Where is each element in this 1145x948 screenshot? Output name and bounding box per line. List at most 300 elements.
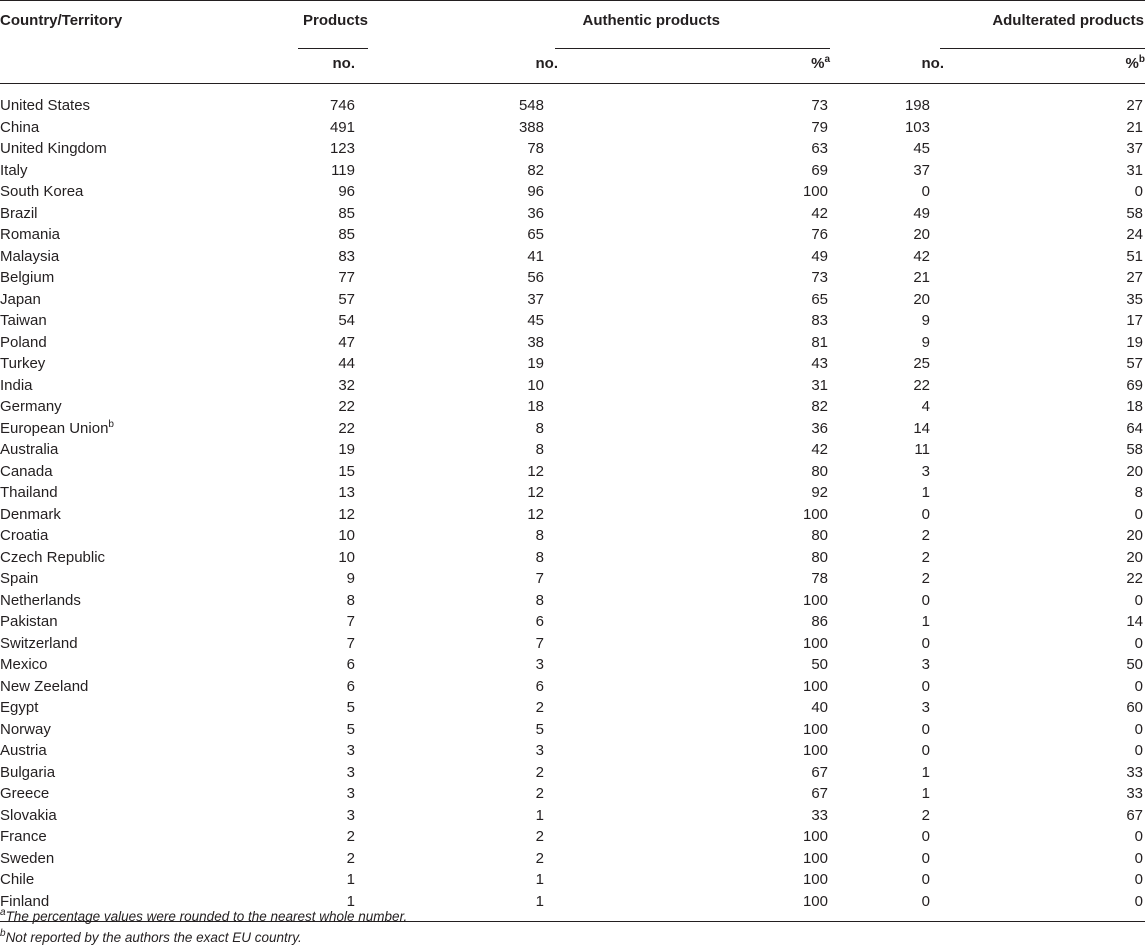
cell-authentic-no-text: 1	[535, 806, 544, 824]
cell-authentic-no	[380, 783, 600, 805]
cell-authentic-no-text: 388	[518, 118, 544, 136]
header-authentic: Authentic products	[582, 12, 720, 29]
cell-authentic-pct	[600, 84, 830, 117]
cell-adulterated-no	[830, 439, 1015, 461]
cell-authentic-pct	[600, 396, 830, 418]
cell-adulterated-pct-text: 19	[1126, 333, 1143, 351]
cell-authentic-pct	[600, 676, 830, 698]
cell-adulterated-no-text: 0	[921, 828, 930, 845]
cell-authentic-no	[380, 590, 600, 612]
footnote-b	[0, 927, 407, 948]
table-row	[0, 740, 1145, 762]
cell-adulterated-pct	[1015, 160, 1145, 182]
header-adult-pct-cell	[1015, 52, 1145, 84]
cell-adulterated-pct-text: 69	[1126, 376, 1143, 394]
cell-country	[0, 848, 240, 870]
table-row	[0, 461, 1145, 483]
cell-products	[240, 375, 380, 397]
cell-authentic-pct	[600, 568, 830, 590]
cell-adulterated-pct	[1015, 891, 1145, 922]
cell-products	[240, 547, 380, 569]
cell-products-text: 77	[338, 269, 355, 286]
cell-adulterated-no	[830, 676, 1015, 698]
cell-authentic-pct-text: 81	[811, 333, 828, 351]
header-row-groups	[0, 1, 1145, 53]
table-row	[0, 117, 1145, 139]
cell-adulterated-no	[830, 181, 1015, 203]
authentic-underline	[555, 48, 830, 49]
cell-authentic-pct	[600, 719, 830, 741]
cell-adulterated-pct-text: 0	[1134, 849, 1143, 867]
cell-adulterated-pct	[1015, 848, 1145, 870]
cell-adulterated-no-text: 37	[913, 161, 930, 179]
cell-country	[0, 740, 240, 762]
cell-adulterated-pct	[1015, 504, 1145, 526]
cell-adulterated-pct	[1015, 289, 1145, 311]
cell-products-text: 57	[338, 290, 355, 308]
cell-country-text: China	[0, 118, 40, 136]
header-country: Country/Territory	[0, 12, 123, 29]
cell-products-text: 2	[346, 828, 355, 845]
cell-adulterated-no-text: 0	[921, 720, 930, 738]
cell-products	[240, 396, 380, 418]
cell-products	[240, 740, 380, 762]
cell-products-text: 7	[346, 613, 355, 630]
cell-authentic-pct	[600, 482, 830, 504]
cell-products	[240, 332, 380, 354]
cell-authentic-pct-text: 49	[811, 247, 828, 265]
cell-adulterated-pct-text: 0	[1134, 634, 1143, 652]
cell-country-text: United Kingdom	[0, 140, 107, 157]
cell-authentic-no-text: 7	[535, 570, 544, 587]
cell-country	[0, 117, 240, 139]
cell-adulterated-pct-text: 14	[1126, 613, 1143, 630]
cell-country	[0, 160, 240, 182]
cell-authentic-pct-text: 80	[811, 462, 828, 480]
cell-authentic-pct-text: 80	[811, 548, 828, 566]
cell-authentic-no-text: 2	[535, 699, 544, 716]
header-auth-no: no.	[535, 55, 558, 72]
cell-adulterated-no-text: 0	[921, 742, 930, 759]
cell-authentic-pct-text: 82	[811, 398, 828, 415]
cell-adulterated-pct-text: 60	[1126, 699, 1143, 716]
cell-products-text: 96	[338, 183, 355, 200]
cell-adulterated-pct-text: 0	[1134, 183, 1143, 200]
table-row	[0, 203, 1145, 225]
cell-adulterated-pct	[1015, 117, 1145, 139]
cell-adulterated-pct	[1015, 633, 1145, 655]
cell-country	[0, 332, 240, 354]
cell-products	[240, 762, 380, 784]
cell-country-text: Chile	[0, 871, 35, 888]
cell-authentic-no	[380, 332, 600, 354]
cell-country	[0, 547, 240, 569]
cell-authentic-pct	[600, 332, 830, 354]
cell-authentic-no-text: 38	[527, 333, 544, 351]
cell-adulterated-no	[830, 160, 1015, 182]
cell-adulterated-pct	[1015, 568, 1145, 590]
cell-adulterated-no-text: 25	[913, 355, 930, 372]
cell-adulterated-no	[830, 783, 1015, 805]
cell-country	[0, 353, 240, 375]
cell-adulterated-no-text: 42	[913, 247, 930, 265]
cell-authentic-pct-text: 100	[802, 634, 828, 652]
cell-adulterated-no-text: 0	[921, 634, 930, 652]
cell-authentic-no-text: 8	[535, 441, 544, 458]
cell-products	[240, 353, 380, 375]
cell-authentic-no	[380, 181, 600, 203]
cell-adulterated-pct-text: 51	[1126, 247, 1143, 265]
table-row	[0, 246, 1145, 268]
cell-authentic-no-text: 78	[527, 140, 544, 157]
header-adult-pct-sup: b	[1138, 54, 1145, 65]
cell-adulterated-pct-text: 17	[1126, 312, 1143, 329]
cell-adulterated-pct-text: 64	[1126, 419, 1143, 437]
cell-country	[0, 633, 240, 655]
cell-adulterated-pct-text: 0	[1134, 591, 1143, 609]
cell-authentic-no	[380, 568, 600, 590]
table-row	[0, 654, 1145, 676]
cell-authentic-pct-text: 100	[802, 505, 828, 523]
cell-adulterated-no-text: 0	[921, 505, 930, 523]
cell-adulterated-no	[830, 740, 1015, 762]
cell-products-text: 47	[338, 333, 355, 351]
cell-authentic-pct-text: 100	[802, 742, 828, 759]
cell-adulterated-no-text: 9	[921, 333, 930, 351]
cell-country-text: Canada	[0, 462, 53, 480]
cell-authentic-no-text: 56	[527, 269, 544, 286]
cell-adulterated-pct-text: 24	[1126, 226, 1143, 243]
cell-products	[240, 504, 380, 526]
cell-authentic-pct	[600, 891, 830, 922]
cell-adulterated-pct	[1015, 246, 1145, 268]
table-row	[0, 160, 1145, 182]
cell-products	[240, 697, 380, 719]
cell-authentic-pct-text: 86	[811, 613, 828, 630]
cell-products	[240, 160, 380, 182]
cell-adulterated-pct	[1015, 461, 1145, 483]
cell-products	[240, 224, 380, 246]
cell-authentic-pct-text: 100	[802, 849, 828, 867]
cell-adulterated-no	[830, 590, 1015, 612]
cell-products-text: 2	[346, 849, 355, 867]
cell-products-text: 9	[346, 570, 355, 587]
cell-adulterated-pct-text: 33	[1126, 763, 1143, 781]
cell-products-text: 44	[338, 355, 355, 372]
cell-products-text: 3	[346, 763, 355, 781]
cell-adulterated-no	[830, 203, 1015, 225]
cell-authentic-no	[380, 504, 600, 526]
cell-country	[0, 676, 240, 698]
footnote-a-mark: a	[0, 907, 6, 918]
cell-products	[240, 482, 380, 504]
cell-products-text: 32	[338, 376, 355, 394]
cell-products-text: 491	[329, 118, 355, 136]
footnote-a-text: The percentage values were rounded to the nearest whole number.	[5, 909, 408, 924]
cell-authentic-pct-text: 40	[811, 699, 828, 716]
footnote-b-mark: b	[0, 928, 6, 939]
cell-country	[0, 84, 240, 117]
cell-authentic-no-text: 65	[527, 226, 544, 243]
cell-products	[240, 611, 380, 633]
cell-country-text: Romania	[0, 226, 61, 243]
cell-authentic-no	[380, 740, 600, 762]
cell-adulterated-no	[830, 117, 1015, 139]
cell-adulterated-pct-text: 57	[1126, 355, 1143, 372]
cell-products	[240, 654, 380, 676]
cell-authentic-no	[380, 353, 600, 375]
cell-products-text: 85	[338, 226, 355, 243]
cell-authentic-no-text: 8	[535, 548, 544, 566]
cell-authentic-pct-text: 73	[811, 269, 828, 286]
cell-products-text: 5	[346, 720, 355, 738]
cell-products-text: 22	[338, 419, 355, 437]
cell-adulterated-no	[830, 418, 1015, 440]
cell-adulterated-no-text: 103	[904, 118, 930, 136]
cell-products	[240, 117, 380, 139]
cell-authentic-pct	[600, 224, 830, 246]
table-row	[0, 826, 1145, 848]
cell-authentic-no	[380, 805, 600, 827]
cell-adulterated-no	[830, 375, 1015, 397]
cell-products	[240, 783, 380, 805]
cell-adulterated-no	[830, 138, 1015, 160]
cell-country-text: Pakistan	[0, 613, 58, 630]
cell-adulterated-pct	[1015, 396, 1145, 418]
cell-country	[0, 869, 240, 891]
cell-authentic-pct	[600, 375, 830, 397]
cell-country	[0, 762, 240, 784]
cell-authentic-no	[380, 117, 600, 139]
footnotes	[0, 906, 407, 948]
cell-authentic-pct	[600, 805, 830, 827]
table-row	[0, 719, 1145, 741]
cell-authentic-no	[380, 310, 600, 332]
cell-authentic-pct-text: 79	[811, 118, 828, 136]
cell-authentic-no-text: 6	[535, 613, 544, 630]
table-row	[0, 375, 1145, 397]
cell-authentic-pct	[600, 418, 830, 440]
cell-products-text: 13	[338, 484, 355, 501]
products-underline	[298, 48, 368, 49]
header-blank	[0, 52, 240, 84]
cell-adulterated-no-text: 4	[921, 398, 930, 415]
cell-authentic-no-text: 12	[527, 462, 544, 480]
cell-country-text: Norway	[0, 720, 51, 738]
cell-country	[0, 138, 240, 160]
cell-adulterated-no	[830, 891, 1015, 922]
cell-adulterated-no	[830, 848, 1015, 870]
cell-products-text: 3	[346, 785, 355, 802]
header-row-units	[0, 52, 1145, 84]
cell-authentic-pct-text: 100	[802, 183, 828, 200]
cell-authentic-pct-text: 31	[811, 376, 828, 394]
cell-authentic-no	[380, 418, 600, 440]
cell-authentic-no	[380, 676, 600, 698]
cell-adulterated-no-text: 11	[914, 441, 930, 458]
cell-authentic-pct-text: 73	[811, 97, 828, 114]
cell-products	[240, 138, 380, 160]
cell-adulterated-pct-text: 33	[1126, 785, 1143, 802]
footnote-a	[0, 906, 407, 927]
cell-adulterated-no-text: 0	[921, 871, 930, 888]
cell-authentic-no	[380, 482, 600, 504]
cell-country	[0, 375, 240, 397]
cell-country-text: Austria	[0, 742, 47, 759]
cell-authentic-pct	[600, 633, 830, 655]
cell-products-text: 8	[346, 591, 355, 609]
cell-adulterated-pct	[1015, 719, 1145, 741]
cell-authentic-pct	[600, 848, 830, 870]
header-adulterated-group	[830, 1, 1145, 53]
cell-adulterated-pct	[1015, 697, 1145, 719]
header-auth-pct-cell	[600, 52, 830, 84]
cell-adulterated-pct-text: 37	[1126, 140, 1143, 157]
cell-country-text: Bulgaria	[0, 763, 56, 781]
cell-country	[0, 181, 240, 203]
cell-adulterated-pct-text: 27	[1126, 97, 1143, 114]
cell-products-text: 6	[346, 677, 355, 695]
cell-authentic-pct-text: 67	[811, 763, 828, 781]
cell-authentic-no	[380, 84, 600, 117]
cell-authentic-no-text: 8	[535, 419, 544, 437]
cell-authentic-no	[380, 461, 600, 483]
cell-country-text: South Korea	[0, 183, 84, 200]
cell-authentic-no	[380, 611, 600, 633]
cell-adulterated-pct	[1015, 310, 1145, 332]
cell-products	[240, 590, 380, 612]
cell-authentic-no-text: 1	[535, 892, 544, 910]
cell-authentic-no-text: 548	[518, 97, 544, 114]
cell-adulterated-no	[830, 246, 1015, 268]
cell-authentic-pct-text: 100	[802, 828, 828, 845]
cell-adulterated-pct	[1015, 203, 1145, 225]
cell-country-text: Finland	[0, 892, 50, 910]
cell-country-text: India	[0, 376, 33, 394]
cell-authentic-pct	[600, 826, 830, 848]
cell-adulterated-no	[830, 719, 1015, 741]
cell-adulterated-no-text: 1	[921, 785, 930, 802]
cell-products	[240, 719, 380, 741]
cell-adulterated-pct	[1015, 181, 1145, 203]
header-authentic-group	[380, 1, 830, 53]
cell-authentic-no	[380, 138, 600, 160]
cell-authentic-pct	[600, 181, 830, 203]
cell-country-text: France	[0, 828, 47, 845]
cell-products-text: 7	[346, 634, 355, 652]
cell-adulterated-no	[830, 310, 1015, 332]
cell-adulterated-no-text: 22	[913, 376, 930, 394]
cell-authentic-no-text: 37	[527, 290, 544, 308]
header-adult-pct: %	[1125, 55, 1139, 72]
header-adult-no: no.	[921, 55, 944, 72]
cell-country-text: Poland	[0, 333, 47, 351]
cell-authentic-no-text: 8	[535, 527, 544, 544]
cell-country	[0, 805, 240, 827]
cell-adulterated-no	[830, 547, 1015, 569]
cell-adulterated-no	[830, 353, 1015, 375]
cell-products-text: 746	[329, 97, 355, 114]
cell-country-text: Croatia	[0, 527, 49, 544]
cell-adulterated-pct	[1015, 783, 1145, 805]
cell-products-text: 10	[338, 548, 355, 566]
cell-authentic-pct	[600, 353, 830, 375]
table-header	[0, 1, 1145, 84]
cell-country-text: Taiwan	[0, 312, 47, 329]
cell-country	[0, 461, 240, 483]
cell-adulterated-no-text: 2	[921, 806, 930, 824]
table-row	[0, 267, 1145, 289]
cell-authentic-pct-text: 50	[811, 656, 828, 673]
cell-adulterated-no-text: 20	[913, 226, 930, 243]
header-auth-pct: %	[811, 55, 825, 72]
cell-adulterated-pct	[1015, 805, 1145, 827]
cell-authentic-pct-text: 78	[811, 570, 828, 587]
cell-products-text: 6	[346, 656, 355, 673]
cell-country	[0, 568, 240, 590]
cell-adulterated-no-text: 1	[921, 763, 930, 781]
table-row	[0, 697, 1145, 719]
cell-authentic-pct	[600, 160, 830, 182]
cell-authentic-pct-text: 63	[811, 140, 828, 157]
table-row	[0, 568, 1145, 590]
cell-country	[0, 289, 240, 311]
cell-adulterated-pct-text: 58	[1126, 441, 1143, 458]
cell-adulterated-pct	[1015, 224, 1145, 246]
cell-authentic-pct-text: 76	[811, 226, 828, 243]
cell-products	[240, 246, 380, 268]
cell-products	[240, 289, 380, 311]
cell-country	[0, 611, 240, 633]
cell-authentic-pct	[600, 289, 830, 311]
cell-country-text: Slovakia	[0, 806, 57, 824]
cell-adulterated-no	[830, 762, 1015, 784]
cell-authentic-pct-text: 43	[811, 355, 828, 372]
cell-products-text: 10	[338, 527, 355, 544]
cell-country-text: United States	[0, 97, 91, 114]
cell-authentic-pct	[600, 267, 830, 289]
cell-products-text: 83	[338, 247, 355, 265]
cell-products	[240, 84, 380, 117]
cell-authentic-no	[380, 719, 600, 741]
cell-authentic-no-text: 3	[535, 742, 544, 759]
cell-products-text: 19	[338, 441, 355, 458]
table-row	[0, 805, 1145, 827]
cell-authentic-pct-text: 42	[811, 204, 828, 222]
cell-adulterated-no	[830, 289, 1015, 311]
cell-adulterated-pct	[1015, 611, 1145, 633]
cell-country	[0, 246, 240, 268]
cell-products-text: 3	[346, 806, 355, 824]
cell-adulterated-no	[830, 332, 1015, 354]
cell-authentic-pct	[600, 310, 830, 332]
cell-adulterated-pct	[1015, 332, 1145, 354]
cell-products	[240, 568, 380, 590]
cell-adulterated-no	[830, 805, 1015, 827]
cell-products	[240, 267, 380, 289]
table-row	[0, 504, 1145, 526]
cell-authentic-no-text: 41	[527, 247, 544, 265]
cell-authentic-pct-text: 92	[811, 484, 828, 501]
cell-adulterated-no	[830, 482, 1015, 504]
cell-authentic-pct-text: 33	[811, 806, 828, 824]
cell-authentic-no-text: 12	[527, 505, 544, 523]
cell-authentic-no-text: 2	[535, 849, 544, 867]
cell-adulterated-pct-text: 22	[1126, 570, 1143, 587]
cell-authentic-no-text: 3	[535, 656, 544, 673]
cell-authentic-pct	[600, 138, 830, 160]
cell-adulterated-pct-text: 31	[1126, 161, 1143, 179]
